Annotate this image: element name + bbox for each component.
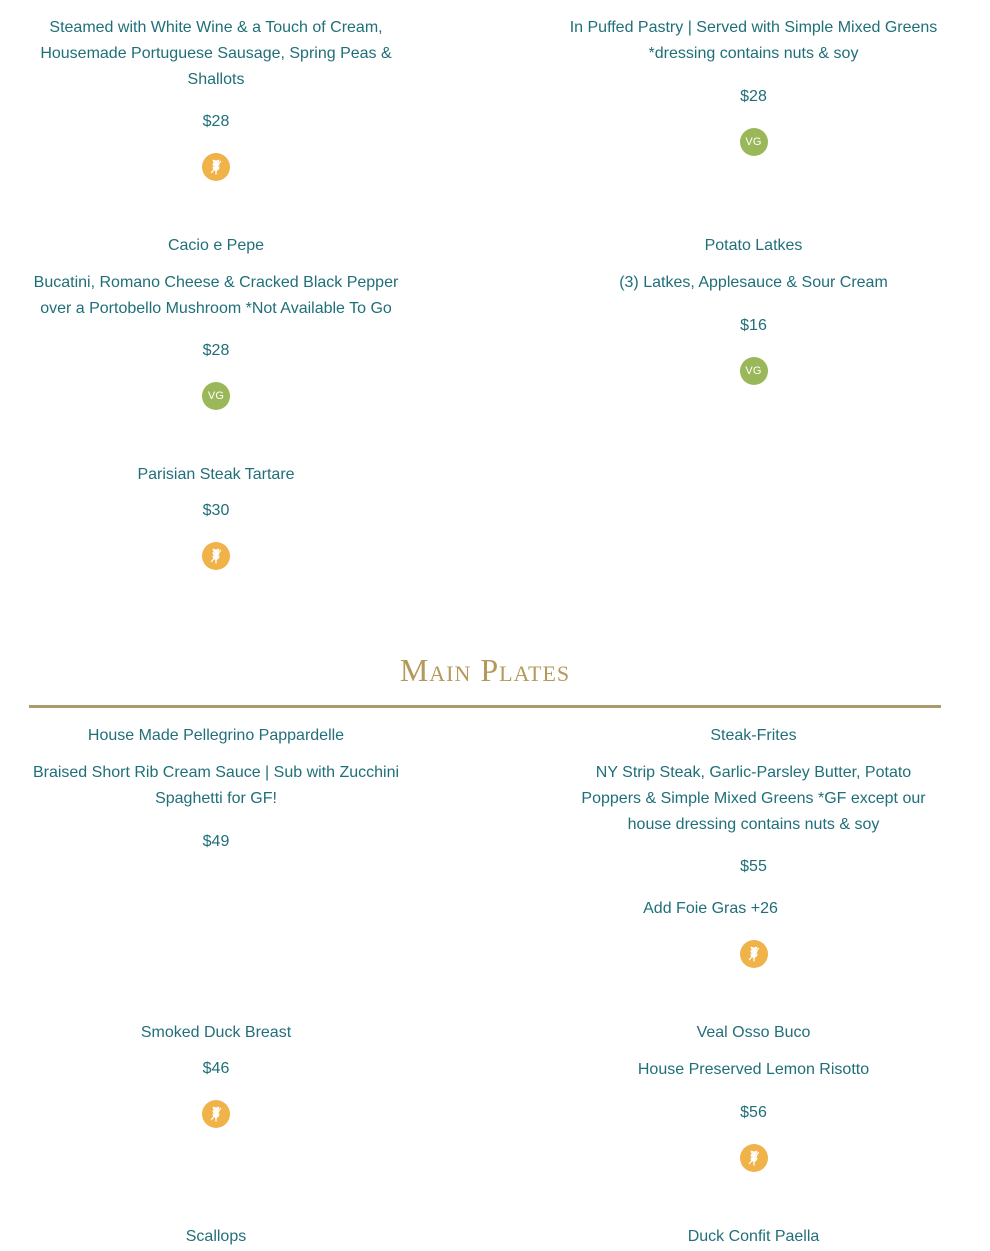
- menu-item-cacio-e-pepe: [30, 230, 402, 430]
- menu-item-scallops: [30, 1222, 402, 1251]
- menu-item-pappardelle: [30, 720, 402, 870]
- item-name: Cacio e Pepe: [167, 237, 265, 254]
- item-description: Braised Short Rib Cream Sauce | Sub with Zucchini Spaghetti for GF!: [32, 764, 400, 807]
- item-price: $28: [202, 113, 230, 130]
- vegetarian-badge: VG: [740, 357, 768, 385]
- item-price: $46: [202, 1060, 230, 1077]
- item-price: $16: [740, 317, 767, 334]
- item-name: Potato Latkes: [704, 237, 803, 254]
- item-description: Steamed with White Wine & a Touch of Cream, Housemade Portuguese Sausage, Spring Peas & Shallots: [40, 19, 392, 88]
- item-price: $56: [740, 1104, 767, 1121]
- gluten-free-icon: [740, 1144, 768, 1172]
- item-description: In Puffed Pastry | Served with Simple Mixed Greens *dressing contains nuts & soy: [569, 19, 938, 62]
- section-divider: [29, 705, 941, 708]
- gluten-free-icon: [202, 542, 230, 570]
- menu-item-puffed-pastry: [566, 0, 941, 200]
- menu-item-smoked-duck-breast: [30, 1018, 402, 1138]
- item-name: Scallops: [185, 1228, 247, 1245]
- gluten-free-icon: [202, 153, 230, 181]
- item-price: $28: [202, 342, 230, 359]
- menu-item-veal-osso-buco: [566, 1018, 941, 1178]
- vegetarian-badge: VG: [202, 382, 230, 410]
- item-price: $49: [202, 833, 230, 850]
- menu-item-mussels: [30, 0, 402, 200]
- vegetarian-badge: VG: [740, 128, 768, 156]
- menu-item-duck-confit-paella: [566, 1222, 941, 1251]
- section-title-main-plates: Main Plates: [399, 652, 571, 688]
- item-name: Steak-Frites: [710, 727, 797, 744]
- item-description: Bucatini, Romano Cheese & Cracked Black Pepper over a Portobello Mushroom *Not Available To Go: [33, 274, 399, 317]
- menu-item-potato-latkes: [566, 230, 941, 430]
- item-name: House Made Pellegrino Pappardelle: [87, 727, 345, 744]
- item-price: $55: [740, 858, 767, 875]
- item-price: $30: [202, 502, 230, 519]
- item-name: Veal Osso Buco: [696, 1024, 811, 1041]
- menu-item-steak-frites: [566, 720, 941, 980]
- item-name: Duck Confit Paella: [687, 1228, 820, 1245]
- menu-item-steak-tartare: [30, 460, 402, 610]
- item-name: Smoked Duck Breast: [140, 1024, 292, 1041]
- gluten-free-icon: [740, 940, 768, 968]
- item-addon: Add Foie Gras +26: [643, 900, 778, 917]
- gluten-free-icon: [202, 1100, 230, 1128]
- item-description: House Preserved Lemon Risotto: [637, 1061, 870, 1078]
- item-description: NY Strip Steak, Garlic-Parsley Butter, Potato Poppers & Simple Mixed Greens *GF except our house dressing contains nuts & soy: [581, 764, 926, 833]
- item-description: (3) Latkes, Applesauce & Sour Cream: [619, 274, 888, 291]
- item-name: Parisian Steak Tartare: [137, 466, 295, 483]
- item-price: $28: [740, 88, 767, 105]
